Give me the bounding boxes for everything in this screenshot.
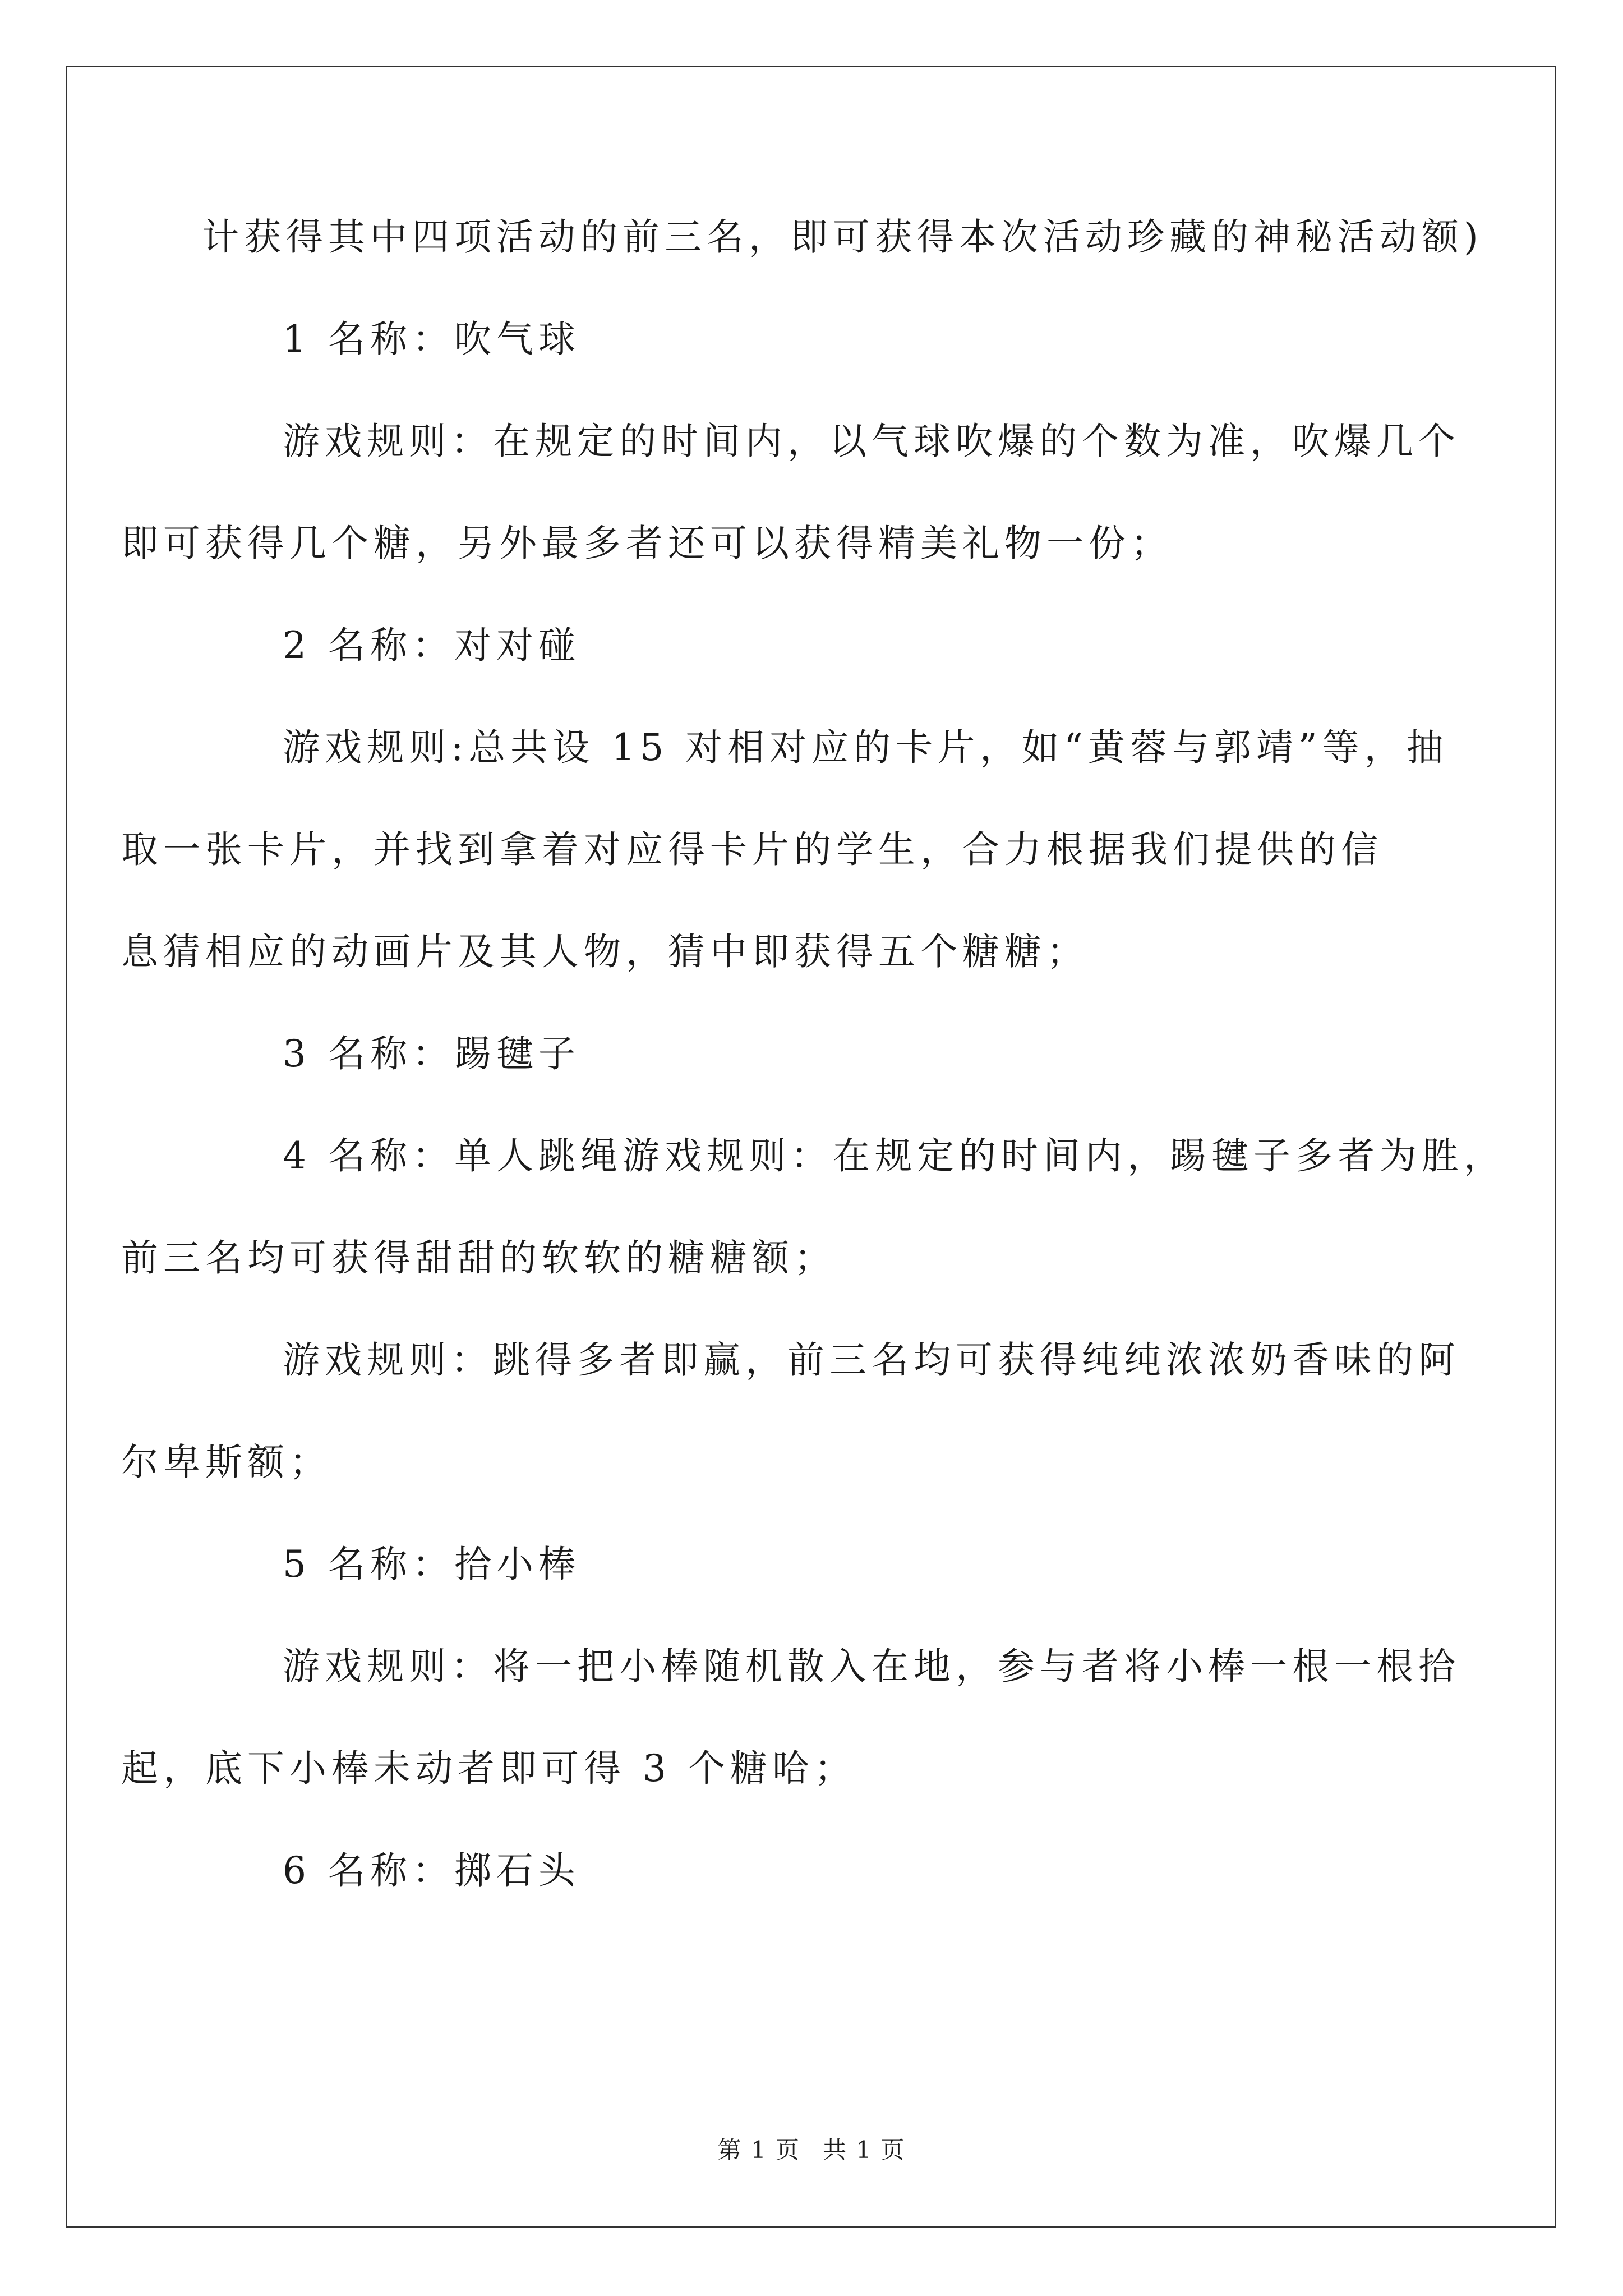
text-line: 6 名称：掷石头 <box>283 1849 580 1892</box>
paragraph <box>202 617 1469 674</box>
paragraph <box>121 719 1469 981</box>
text-line: 前三名均可获得甜甜的软软的糖糖额； <box>121 1236 836 1280</box>
paragraph <box>202 1842 1469 1899</box>
text-line: 3 名称：踢毽子 <box>283 1032 580 1075</box>
page-total: 共 1 页 <box>823 2136 906 2164</box>
text-line: 尔卑斯额； <box>121 1441 331 1484</box>
text-line: 5 名称：拾小棒 <box>283 1543 580 1586</box>
paragraph <box>121 1638 1469 1797</box>
text-line: 息猜相应的动画片及其人物，猜中即获得五个糖糖； <box>121 930 1089 973</box>
text-line: 计获得其中四项活动的前三名，即可获得本次活动珍藏的神秘活动额) <box>202 215 1483 259</box>
paragraph <box>121 1128 1506 1287</box>
text-line: 起，底下小棒未动者即可得 3 个糖哈； <box>121 1747 856 1790</box>
text-line: 游戏规则：将一把小棒随机散入在地，参与者将小棒一根一根拾 <box>283 1645 1460 1688</box>
text-line: 取一张卡片，并找到拿着对应得卡片的学生，合力根据我们提供的信 <box>121 828 1383 871</box>
document-body <box>121 209 1506 1944</box>
text-line: 游戏规则：在规定的时间内，以气球吹爆的个数为准，吹爆几个 <box>283 420 1460 463</box>
text-line: 1 名称：吹气球 <box>283 318 580 361</box>
paragraph <box>202 1025 1469 1083</box>
text-line: 2 名称：对对碰 <box>283 624 580 667</box>
paragraph <box>202 1536 1469 1593</box>
text-line: 游戏规则:总共设 15 对相对应的卡片，如“黄蓉与郭靖”等，抽 <box>283 726 1449 769</box>
text-line: 即可获得几个糖，另外最多者还可以获得精美礼物一份； <box>121 522 1173 565</box>
paragraph <box>121 1332 1469 1491</box>
paragraph <box>121 413 1469 572</box>
paragraph <box>202 311 1469 368</box>
page-number: 第 1 页 <box>717 2136 800 2164</box>
text-line: 游戏规则：跳得多者即赢，前三名均可获得纯纯浓浓奶香味的阿 <box>283 1338 1460 1382</box>
paragraph <box>202 209 1483 266</box>
text-line: 4 名称：单人跳绳游戏规则：在规定的时间内，踢毽子多者为胜， <box>283 1134 1506 1177</box>
page-footer <box>0 2132 1623 2165</box>
